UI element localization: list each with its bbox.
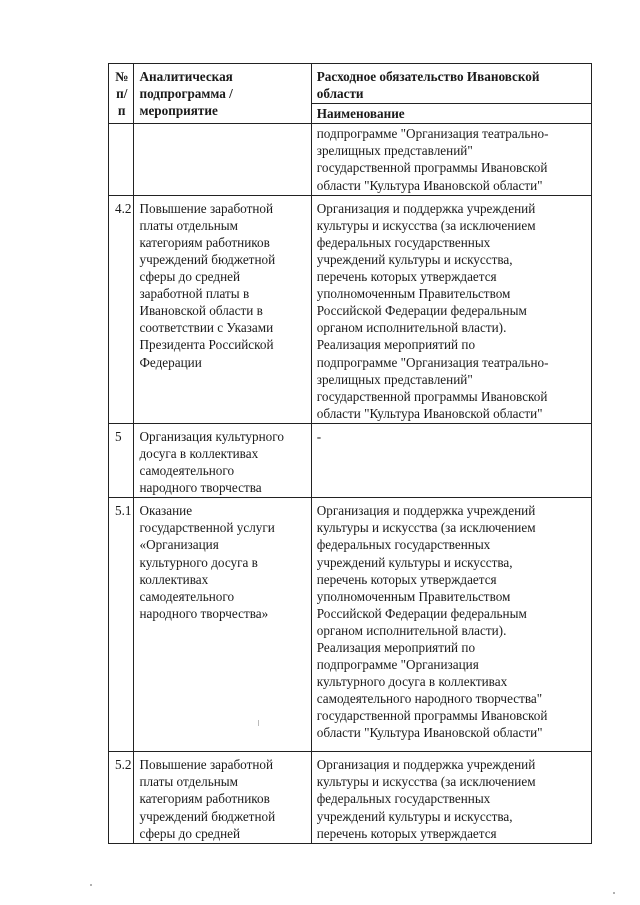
row-number-cell xyxy=(109,124,134,195)
header-number-label: № п/п xyxy=(115,69,129,119)
row-obligation-cell xyxy=(311,752,591,843)
row-number: 5 xyxy=(115,428,122,444)
row-obligation-text: Организация и поддержка учреждений культуры и искусства (за исключением федеральных государственных учреждений культуры и искусства, перечень которых утверждается уполномоченным Правительством Российской Федерации федеральным органом исполнительной власти). Реализация мероприятий по подпрограмме "Организация театрально- зрелищных представлений" государственной программы Ивановской области "Культура Ивановской области" xyxy=(316,200,549,421)
header-program-cell xyxy=(134,64,311,124)
table-row-5-1 xyxy=(109,498,592,752)
row-obligation-cell xyxy=(311,124,591,195)
scan-speck xyxy=(90,884,92,886)
row-number-cell xyxy=(109,423,134,497)
row-obligation-cell xyxy=(311,195,591,423)
table-row-4-2 xyxy=(109,195,592,423)
row-program-cell xyxy=(134,124,311,195)
table-row-continuation xyxy=(109,124,592,195)
row-obligation-text: - xyxy=(316,428,322,444)
row-obligation-cell xyxy=(311,423,591,497)
row-number-cell xyxy=(109,195,134,423)
row-number: 5.2 xyxy=(115,757,132,773)
row-number: 4.2 xyxy=(115,200,132,216)
header-program-label: Аналитическая подпрограмма / мероприятие xyxy=(139,69,233,119)
table-body xyxy=(109,124,592,843)
row-program-cell xyxy=(134,195,311,423)
row-program-text: Повышение заработной платы отдельным категориям работников учреждений бюджетной сферы до средней xyxy=(139,757,276,841)
table-header xyxy=(109,64,592,124)
scan-speck xyxy=(258,720,259,726)
row-program-text: Повышение заработной платы отдельным категориям работников учреждений бюджетной сферы до средней заработной платы в Ивановской области в соответствии с Указами Президента Российской Федерации xyxy=(139,200,276,370)
row-number: 5.1 xyxy=(115,503,132,519)
row-program-text: Оказание государственной услуги «Организация культурного досуга в коллективах самодеятельного народного творчества» xyxy=(139,503,275,621)
row-number-cell xyxy=(109,498,134,752)
header-obligation-label: Расходное обязательство Ивановской области xyxy=(316,69,540,102)
table-header-row xyxy=(109,64,592,104)
header-number-cell xyxy=(109,64,134,124)
table-row-5-2 xyxy=(109,752,592,843)
row-program-cell xyxy=(134,752,311,843)
row-obligation-cell xyxy=(311,498,591,752)
scan-speck xyxy=(613,892,615,894)
expenditure-obligations-table xyxy=(108,63,592,844)
row-obligation-text: Организация и поддержка учреждений культуры и искусства (за исключением федеральных государственных учреждений культуры и искусства, перечень которых утверждается xyxy=(316,757,536,841)
table-row-5 xyxy=(109,423,592,497)
row-number-cell xyxy=(109,752,134,843)
row-program-text: Организация культурного досуга в коллективах самодеятельного народного творчества xyxy=(139,428,284,496)
row-program-cell xyxy=(134,498,311,752)
header-obligation-name-cell xyxy=(311,104,591,124)
row-program-cell xyxy=(134,423,311,497)
row-obligation-text: подпрограмме "Организация театрально- зрелищных представлений" государственной программы Ивановской области "Культура Ивановской области" xyxy=(316,126,549,193)
header-obligation-cell xyxy=(311,64,591,104)
row-obligation-text: Организация и поддержка учреждений культуры и искусства (за исключением федеральных государственных учреждений культуры и искусства, перечень которых утверждается уполномоченным Правительством Российской Федерации федеральным органом исполнительной власти). Реализация мероприятий по подпрограмме "Организация культурного досуга в коллективах самодеятельного народного творчества" государственной программы Ивановской области "Культура Ивановской области" xyxy=(316,503,548,741)
header-obligation-name-label: Наименование xyxy=(316,106,405,122)
